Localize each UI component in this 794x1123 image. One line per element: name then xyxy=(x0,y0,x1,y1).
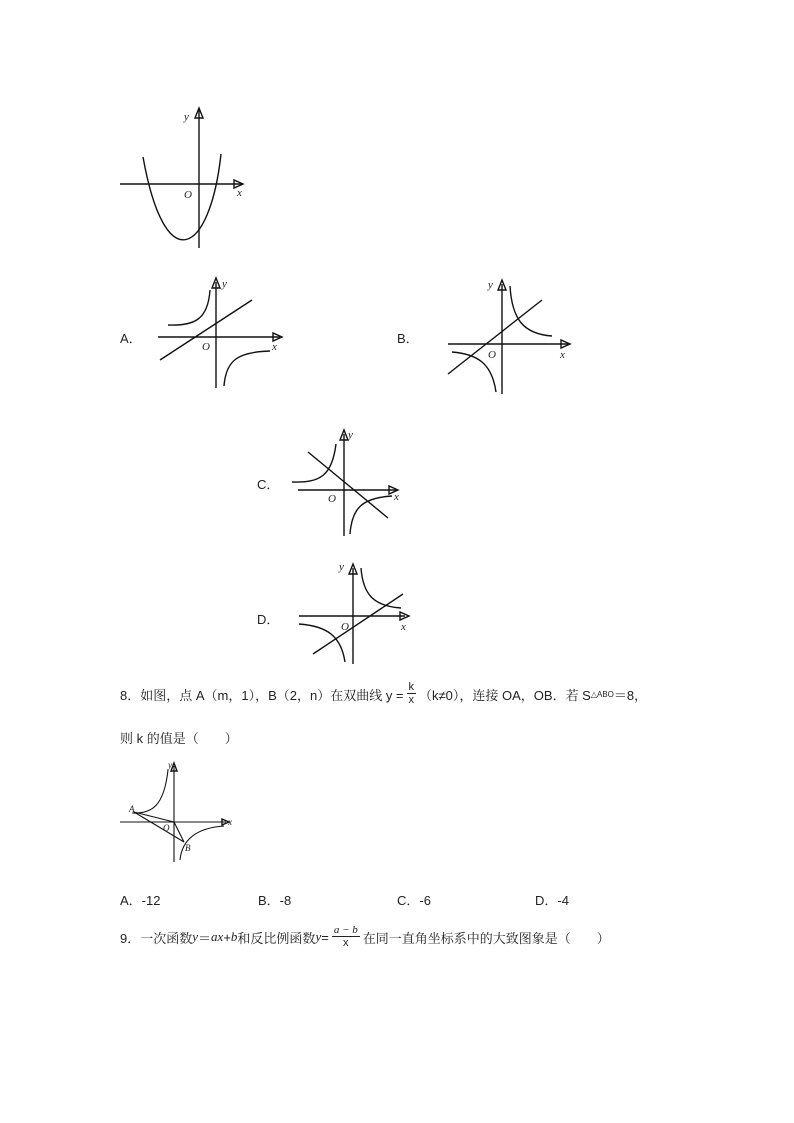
axis-label-y: y xyxy=(222,278,227,290)
option-a-label: A． xyxy=(120,331,142,346)
hyperbola-branch-upper-left xyxy=(168,290,210,325)
option-b-label: B． xyxy=(397,331,419,346)
fraction-denominator: x xyxy=(343,937,349,949)
question-9-eq-1: ＝ xyxy=(198,930,212,946)
question-9-expr-ax: ax xyxy=(211,929,224,944)
linear-line xyxy=(448,300,542,374)
triangle-subscript: △ABO xyxy=(590,689,614,699)
hyperbola-branch-lower-right xyxy=(350,496,392,534)
fraction-numerator: a − b xyxy=(333,924,358,936)
axis-label-x: x xyxy=(272,341,277,353)
hyperbola-branch-upper-right xyxy=(510,286,552,336)
hyperbola-branch-upper-right xyxy=(361,568,401,608)
axis-label-y: y xyxy=(339,561,344,573)
segment-oa xyxy=(134,812,174,822)
parabola-graph xyxy=(115,100,255,255)
question-8-text-3: ＝8， xyxy=(613,687,648,703)
option-b-graph xyxy=(440,272,580,397)
question-8-line-2 xyxy=(120,728,238,747)
question-9-fraction xyxy=(332,925,360,949)
question-8-choice-c: C．-6 xyxy=(397,893,431,908)
axis-label-x: x xyxy=(237,187,242,199)
origin-label: O xyxy=(341,621,349,633)
fraction-numerator: k xyxy=(408,681,415,693)
question-8-fraction xyxy=(407,682,417,706)
hyperbola-branch-upper-left xyxy=(292,444,336,482)
question-9-text-3: 在同一直角坐标系中的大致图象是（ ） xyxy=(362,930,610,946)
origin-label: O xyxy=(328,493,336,505)
question-9-expr-b: b xyxy=(230,929,238,944)
question-9-text-2: 和反比例函数 xyxy=(237,930,316,946)
question-8-text-line2: 则 k 的值是（ ） xyxy=(120,731,238,746)
question-8-figure xyxy=(118,758,243,866)
question-8-line-1 xyxy=(120,682,647,706)
axis-label-y: y xyxy=(348,429,353,441)
linear-line xyxy=(313,594,403,654)
option-a-graph xyxy=(150,270,290,395)
question-9-text-1: 一次函数 xyxy=(140,930,193,946)
question-9-line xyxy=(120,925,610,949)
origin-label: O xyxy=(488,349,496,361)
parabola-curve xyxy=(143,154,221,240)
point-a-label: A xyxy=(129,804,135,814)
fraction-denominator: x xyxy=(408,694,415,706)
hyperbola-branch-lower-right xyxy=(224,351,270,386)
question-8-number: 8． xyxy=(120,687,141,703)
question-9-expr-y: y xyxy=(192,929,199,944)
axis-label-y: y xyxy=(168,760,172,770)
origin-label: O xyxy=(184,189,192,201)
question-8-text-2: （k≠0），连接 OA，OB．若 S xyxy=(419,687,591,703)
axis-label-x: x xyxy=(228,817,232,827)
axis-label-x: x xyxy=(401,621,406,633)
question-9-expr-y2: y xyxy=(315,929,322,944)
axis-label-x: x xyxy=(560,349,565,361)
axis-label-y: y xyxy=(488,279,493,291)
hyperbola-branch-lower-left xyxy=(299,624,345,662)
option-d-label: D． xyxy=(257,612,280,627)
question-9-number: 9． xyxy=(120,930,141,946)
question-8-choice-d: D．-4 xyxy=(535,893,569,908)
origin-label: O xyxy=(163,823,170,833)
question-8-choice-b: B．-8 xyxy=(258,893,292,908)
question-9-plus: + xyxy=(223,929,231,945)
question-9-eq-2: = xyxy=(321,929,329,945)
linear-line xyxy=(308,452,388,518)
hyperbola-branch-upper-left xyxy=(132,770,168,813)
axis-label-x: x xyxy=(394,491,399,503)
axis-label-y: y xyxy=(184,111,189,123)
point-b-label: B xyxy=(185,843,191,853)
origin-label: O xyxy=(202,341,210,353)
option-d-graph xyxy=(293,558,417,668)
option-c-label: C． xyxy=(257,477,280,492)
question-8-choice-a: A．-12 xyxy=(120,893,161,908)
question-8-text-1: 如图，点 A（m，1），B（2，n）在双曲线 y = xyxy=(140,687,404,703)
option-c-graph xyxy=(288,422,408,540)
